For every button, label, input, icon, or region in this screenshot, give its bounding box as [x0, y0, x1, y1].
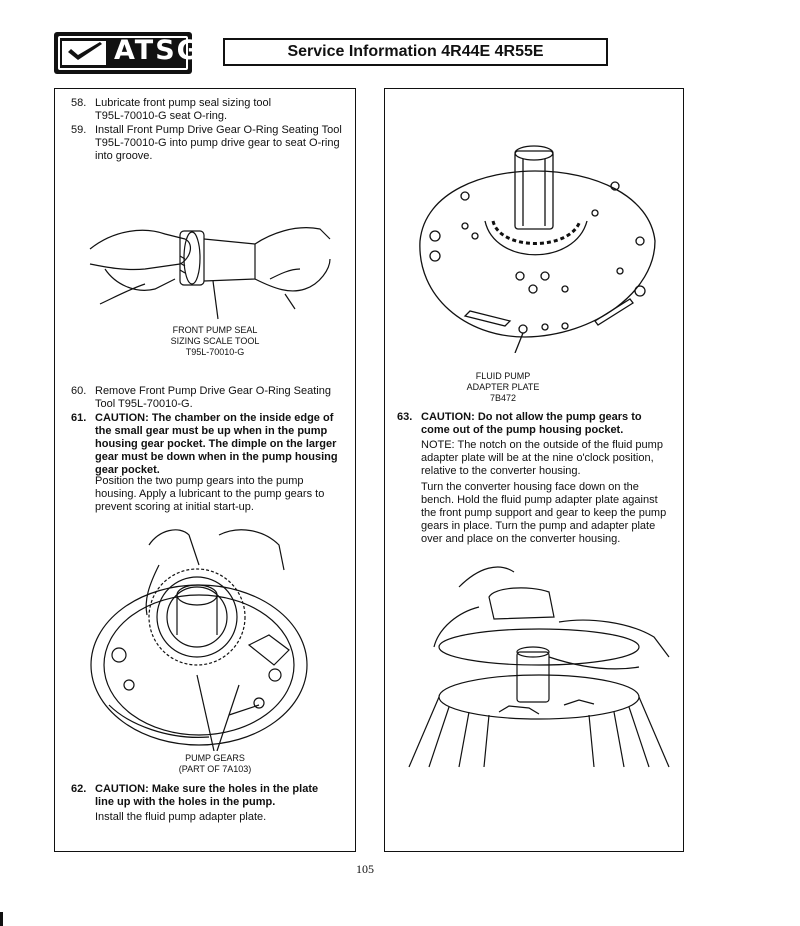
- caption-line: FRONT PUMP SEAL: [172, 325, 258, 335]
- step-58: [71, 97, 341, 125]
- step-59: [71, 124, 346, 180]
- step-text: Remove Front Pump Drive Gear O-Ring Seating Tool T95L-70010-G.: [95, 385, 331, 410]
- step-text: Lubricate front pump seal sizing tool T95L-70010-G seat O-ring.: [95, 97, 272, 122]
- caption-line: T95L-70010-G: [185, 347, 245, 357]
- caption-line: FLUID PUMP: [475, 371, 531, 381]
- converter-housing-illustration: [399, 557, 673, 771]
- step-61: [71, 412, 351, 482]
- step-text: CAUTION: Do not allow the pump gears to come out of the pump housing pocket.: [421, 411, 642, 436]
- left-column: [54, 88, 356, 852]
- step-number: 63.: [397, 411, 413, 423]
- caption-line: 7B472: [489, 393, 517, 403]
- atsg-logo: [54, 32, 201, 74]
- figure1-caption: [155, 325, 275, 358]
- step-62: [71, 783, 351, 811]
- step-63-instructions: Turn the converter housing face down on the bench. Hold the fluid pump adapter plate against the front pump support and gear to keep the pump gears in place. Turn the pump and adapter plate over and place on the converter housing.: [421, 481, 667, 545]
- caption-line: (PART OF 7A103): [178, 764, 252, 774]
- step-63: [397, 411, 677, 439]
- step-text: CAUTION: Make sure the holes in the plate line up with the holes in the pump.: [95, 783, 319, 808]
- page-title: Service Information 4R44E 4R55E: [287, 43, 544, 60]
- step-number: 61.: [71, 412, 87, 424]
- page-number: 105: [356, 862, 374, 876]
- step-62-note: Install the fluid pump adapter plate.: [95, 811, 267, 823]
- figure3-caption: [443, 371, 563, 404]
- step-63-note: NOTE: The notch on the outside of the fluid pump adapter plate will be at the nine o'clock position, relative to the converter housing.: [421, 439, 663, 477]
- step-text: Install Front Pump Drive Gear O-Ring Seating Tool T95L-70010-G into pump drive gear to seat O-ring into groove.: [95, 124, 342, 162]
- margin-mark: [0, 912, 3, 926]
- step-number: 60.: [71, 385, 87, 397]
- step-number: 62.: [71, 783, 87, 795]
- logo-text: ATSG: [114, 35, 201, 66]
- step-60: [71, 385, 346, 413]
- step-number: 59.: [71, 124, 87, 136]
- caption-line: SIZING SCALE TOOL: [170, 336, 260, 346]
- caption-line: PUMP GEARS: [185, 753, 245, 763]
- step-text: CAUTION: The chamber on the inside edge of the small gear must be up when in the pump housing gear pocket. The dimple on the larger gear must be down when in the pump housing gear pocket.: [95, 412, 338, 476]
- right-column: [384, 88, 684, 852]
- step-61-note: Position the two pump gears into the pump housing. Apply a lubricant to the pump gears to prevent scoring at initial start-up.: [95, 475, 325, 513]
- caption-line: ADAPTER PLATE: [466, 382, 540, 392]
- figure2-caption: [155, 753, 275, 775]
- header-title-box: [223, 38, 608, 66]
- logo-check-icon: [60, 38, 110, 68]
- seal-sizing-tool-illustration: [85, 209, 335, 329]
- adapter-plate-illustration: [405, 141, 665, 353]
- pump-gears-illustration: [89, 525, 323, 751]
- step-number: 58.: [71, 97, 87, 109]
